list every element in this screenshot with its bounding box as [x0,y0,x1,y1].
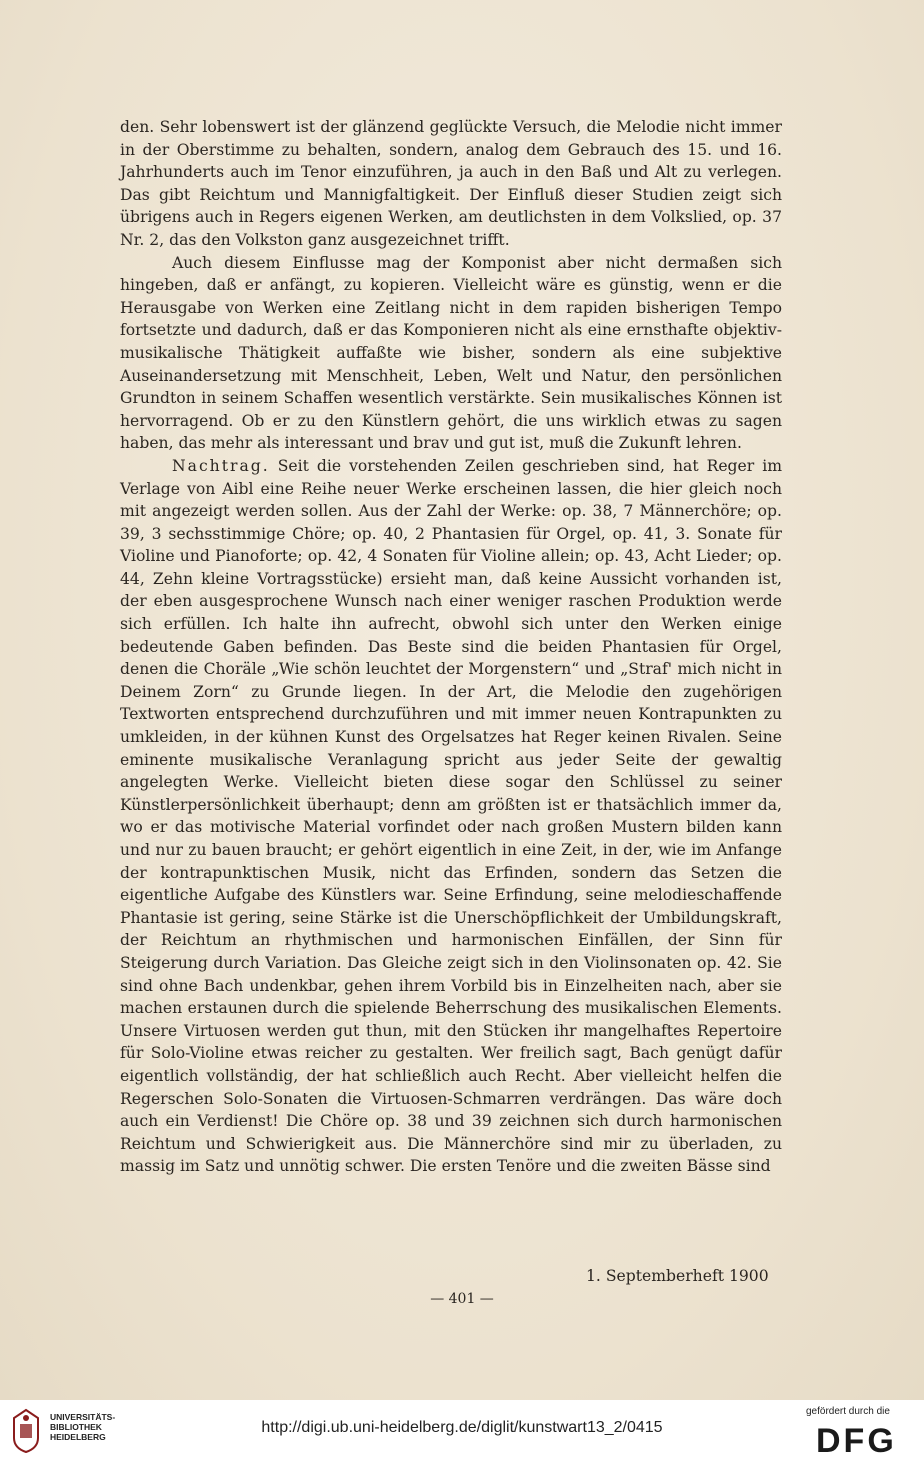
library-name-line-3: HEIDELBERG [50,1432,106,1442]
library-name-line-1: UNIVERSITÄTS- [50,1412,116,1422]
nachtrag-label: Nachtrag. [172,456,270,475]
paragraph-nachtrag [120,455,782,1178]
funding-label: gefördert durch die [806,1406,890,1417]
paragraph-influence: Auch diesem Einflusse mag der Komponist aber nicht dermaßen sich hingeben, daß er anfängt, zu kopieren. Vielleicht wäre es günstig, wenn er die Herausgabe von Werken eine Zeitlang nicht in dem rapiden bisherigen Tempo fortsetzte und dadurch, daß er das Komponieren nicht als eine ernsthafte objektiv-musikalische Thätigkeit auffaßte wie bisher, sondern als eine subjektive Auseinandersetzung mit Menschheit, Leben, Welt und Natur, den persönlichen Grundton in seinem Schaffen wesentlich verstärkte. Sein musikalisches Können ist hervorragend. Ob er zu den Künstlern gehört, die uns wirklich etwas zu sagen haben, das mehr als interessant und brav und gut ist, muß die Zukunft lehren. [120,253,782,453]
dfg-logo: DFG [816,1422,897,1460]
page-number: — 401 — [430,1291,494,1307]
page-body [120,116,782,1178]
issue-line: 1. Septemberheft 1900 [586,1267,769,1285]
nachtrag-text: Seit die vorstehenden Zeilen geschrieben sind, hat Reger im Verlage von Aibl eine Reihe neuer Werke erscheinen lassen, die hier gleich noch mit angezeigt werden sollen. Aus der Zahl der Werke: op. 38, 7 Männerchöre; op. 39, 3 sechsstimmige Chöre; op. 40, 2 Phantasien für Orgel, op. 41, 3. Sonate für Violine und Pianoforte; op. 42, 4 Sonaten für Violine allein; op. 43, Acht Lieder; op. 44, Zehn kleine Vortragsstücke) ersieht man, daß keine Aussicht vorhanden ist, der eben ausgesprochene Wunsch nach einer weniger raschen Produktion werde sich erfüllen. Ich halte ihn aufrecht, obwohl sich unter den Werken einige bedeutende Gaben befinden. Das Beste sind die beiden Phantasien für Orgel, denen die Choräle „Wie schön leuchtet der Morgenstern“ und „Straf' mich nicht in Deinem Zorn“ zu Grunde liegen. In der Art, die Melodie den zugehörigen Textworten entsprechend durchzuführen und mit immer neuen Kontrapunkten zu umkleiden, in der kühnen Kunst des Orgelsatzes hat Reger keinen Rivalen. Seine eminente musikalische Veranlagung spricht aus jeder Seite der gewaltig angelegten Werke. Vielleicht bieten diese sogar den Schlüssel zu seiner Künstlerpersönlichkeit überhaupt; denn am größten ist er thatsächlich immer da, wo er das motivische Material vorfindet oder nach großen Mustern bilden kann und nur zu bauen braucht; er gehört eigentlich in eine Zeit, in der, wie im Anfange der kontrapunktischen Musik, nicht das Erfinden, sondern das Setzen die eigentliche Aufgabe des Künstlers war. Seine Erfindung, seine melodieschaffende Phantasie ist gering, seine Stärke ist die Unerschöpflichkeit der Umbildungskraft, der Reichtum an rhythmischen und harmonischen Einfällen, der Sinn für Steigerung durch Variation. Das Gleiche zeigt sich in den Violinsonaten op. 42. Sie sind ohne Bach undenkbar, gehen ihrem Vorbild bis in Einzelheiten nach, aber sie machen erstaunen durch die spielende Beherrschung des musikalischen Elements. Unsere Virtuosen werden gut thun, mit den Stücken ihr mangelhaftes Repertoire für Solo-Violine etwas reicher zu gestalten. Wer freilich sagt, Bach genügt dafür eigentlich vollständig, der hat schließlich auch Recht. Aber vielleicht helfen die Regerschen Solo-Sonaten die Virtuosen-Schmarren verdrängen. Das wäre doch auch ein Verdienst! Die Chöre op. 38 und 39 zeichnen sich durch harmonischen Reichtum und Schwierigkeit aus. Die Männerchöre sind mir zu überladen, zu massig im Satz und unnötig schwer. Die ersten Tenöre und die zweiten Bässe sind [120,456,782,1176]
source-url-link[interactable]: http://digi.ub.uni-heidelberg.de/diglit/kunstwart13_2/0415 [261,1419,663,1436]
library-name-line-2: BIBLIOTHEK [50,1422,102,1432]
paragraph-continuation: den. Sehr lobenswert ist der glänzend geglückte Versuch, die Melodie nicht immer in der Oberstimme zu behalten, sondern, analog dem Gebrauch des 15. und 16. Jahrhunderts auch im Tenor einzuführen, ja auch in den Baß und Alt zu verlegen. Das gibt Reichtum und Mannigfaltigkeit. Der Einfluß dieser Studien zeigt sich übrigens auch in Regers eigenen Werken, am deutlichsten in dem Volkslied, op. 37 Nr. 2, das den Volkston ganz ausgezeichnet trifft. [120,118,782,249]
